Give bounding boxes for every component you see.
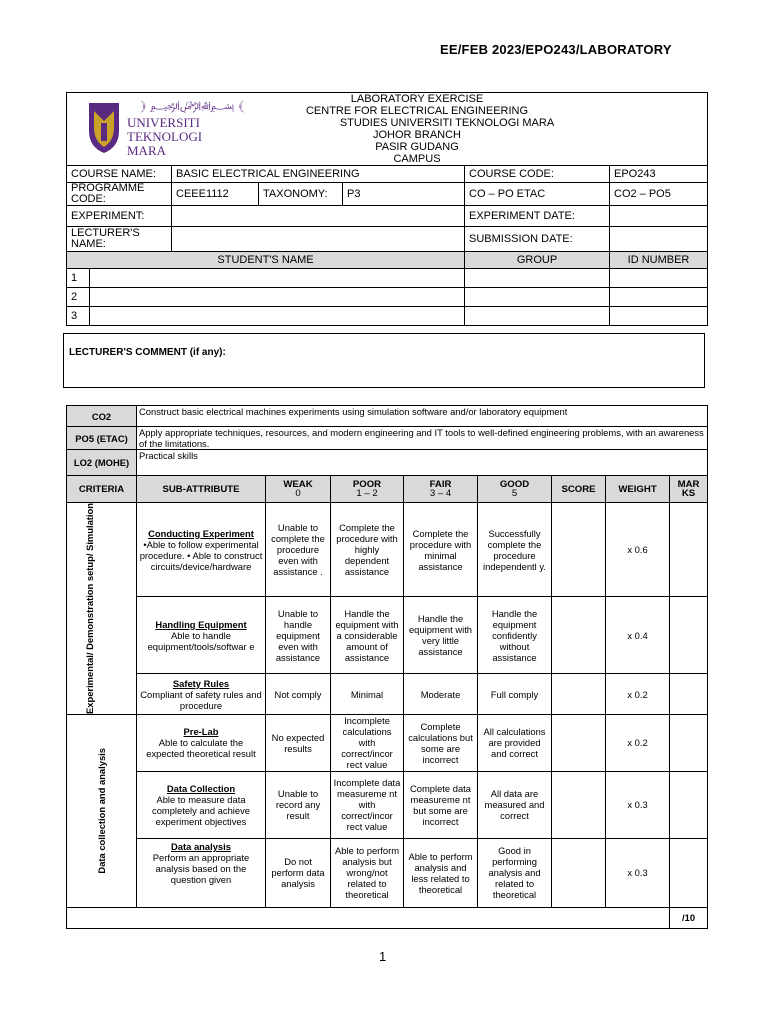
- student-row: 1: [67, 269, 708, 288]
- info-table: [66, 92, 708, 326]
- id-number-header: ID NUMBER: [610, 252, 708, 269]
- good-cell: Full comply: [478, 674, 552, 715]
- id-number-field[interactable]: [610, 269, 708, 288]
- total-row: [67, 907, 708, 928]
- logo-text-1: UNIVERSITI: [127, 115, 200, 130]
- score-cell[interactable]: [552, 714, 606, 771]
- weight-cell: x 0.2: [606, 674, 670, 715]
- id-number-field[interactable]: [610, 288, 708, 307]
- sub-attribute-cell: Conducting Experiment •Able to follow experimental procedure. • Able to construct circuits/device/hardware: [137, 503, 266, 597]
- marks-cell[interactable]: [670, 771, 708, 838]
- criteria-cell: Data collection and analysis: [67, 714, 137, 907]
- weight-cell: x 0.2: [606, 714, 670, 771]
- fair-header: FAIR 3 – 4: [404, 476, 478, 503]
- group-field[interactable]: [465, 288, 610, 307]
- co-po-value: CO2 – PO5: [610, 183, 708, 206]
- poor-cell: Minimal: [331, 674, 404, 715]
- experiment-date-label: EXPERIMENT DATE:: [465, 206, 610, 227]
- student-row: 2: [67, 288, 708, 307]
- fair-cell: Complete data measureme nt but some are incorrect: [404, 771, 478, 838]
- good-cell: All data are measured and correct: [478, 771, 552, 838]
- good-cell: Successfully complete the procedure independentl y.: [478, 503, 552, 597]
- svg-text:﴿ ﷽ ﴾: ﴿ ﷽ ﴾: [141, 99, 244, 112]
- experiment-value[interactable]: [172, 206, 465, 227]
- good-cell: Handle the equipment confidently without assistance: [478, 597, 552, 674]
- weak-cell: No expected results: [266, 714, 331, 771]
- sub-attribute-cell: Data analysis Perform an appropriate analysis based on the question given: [137, 838, 266, 907]
- good-cell: All calculations are provided and correct: [478, 714, 552, 771]
- group-field[interactable]: [465, 269, 610, 288]
- score-header: SCORE: [552, 476, 606, 503]
- fair-cell: Complete calculations but some are incorrect: [404, 714, 478, 771]
- weak-cell: Unable to handle equipment even with assistance: [266, 597, 331, 674]
- score-cell[interactable]: [552, 838, 606, 907]
- poor-cell: Able to perform analysis but wrong/not related to theoretical: [331, 838, 404, 907]
- fair-cell: Complete the procedure with minimal assistance: [404, 503, 478, 597]
- logo-text-2: TEKNOLOGI: [127, 129, 203, 144]
- poor-cell: Incomplete data measureme nt with correct/incor rect value: [331, 771, 404, 838]
- total-spacer: [67, 907, 670, 928]
- table-row: [67, 771, 708, 838]
- table-row: [67, 714, 708, 771]
- marks-cell[interactable]: [670, 714, 708, 771]
- student-name-field[interactable]: [90, 307, 465, 326]
- weak-cell: Do not perform data analysis: [266, 838, 331, 907]
- weight-cell: x 0.3: [606, 838, 670, 907]
- sub-attribute-cell: Safety Rules Compliant of safety rules and procedure: [137, 674, 266, 715]
- table-row: [67, 503, 708, 597]
- sub-attribute-cell: Pre-Lab Able to calculate the expected theoretical result: [137, 714, 266, 771]
- experiment-label: EXPERIMENT:: [67, 206, 172, 227]
- rubric-table: [66, 405, 708, 929]
- uitm-logo: [85, 97, 244, 158]
- student-name-field[interactable]: [90, 288, 465, 307]
- poor-cell: Incomplete calculations with correct/incor rect value: [331, 714, 404, 771]
- lecturer-comment-label: LECTURER'S COMMENT (if any):: [69, 347, 226, 358]
- weight-cell: x 0.6: [606, 503, 670, 597]
- sub-attribute-cell: Data Collection Able to measure data completely and achieve experiment objectives: [137, 771, 266, 838]
- table-row: [67, 674, 708, 715]
- weak-cell: Not comply: [266, 674, 331, 715]
- weight-header: WEIGHT: [606, 476, 670, 503]
- marks-cell[interactable]: [670, 838, 708, 907]
- score-cell[interactable]: [552, 674, 606, 715]
- lo2-text: Practical skills: [137, 450, 708, 476]
- marks-header: MAR KS: [670, 476, 708, 503]
- programme-code-label: PROGRAMME CODE:: [67, 183, 172, 206]
- good-header: GOOD 5: [478, 476, 552, 503]
- marks-cell[interactable]: [670, 674, 708, 715]
- header-cell: [67, 93, 708, 166]
- sub-attribute-cell: Handling Equipment Able to handle equipment/tools/softwar e: [137, 597, 266, 674]
- page-number: 1: [379, 949, 387, 964]
- course-name-label: COURSE NAME:: [67, 166, 172, 183]
- weight-cell: x 0.4: [606, 597, 670, 674]
- fair-cell: Able to perform analysis and less related to theoretical: [404, 838, 478, 907]
- criteria-cell: Experimental/ Demonstration setup/ Simulation: [67, 503, 137, 715]
- course-code-value: EPO243: [610, 166, 708, 183]
- marks-cell[interactable]: [670, 597, 708, 674]
- good-cell: Good in performing analysis and related to theoretical: [478, 838, 552, 907]
- weak-header: WEAK 0: [266, 476, 331, 503]
- programme-code-value: CEEE1112: [172, 183, 259, 206]
- lo2-label: LO2 (MOHE): [67, 450, 137, 476]
- student-row: 3: [67, 307, 708, 326]
- fair-cell: Handle the equipment with very little assistance: [404, 597, 478, 674]
- po5-label: PO5 (ETAC): [67, 427, 137, 450]
- weight-cell: x 0.3: [606, 771, 670, 838]
- poor-header: POOR 1 – 2: [331, 476, 404, 503]
- group-field[interactable]: [465, 307, 610, 326]
- score-cell[interactable]: [552, 503, 606, 597]
- logo-text-3: MARA: [127, 143, 167, 158]
- weak-cell: Unable to complete the procedure even with assistance .: [266, 503, 331, 597]
- fair-cell: Moderate: [404, 674, 478, 715]
- submission-date-value[interactable]: [610, 227, 708, 252]
- lecturer-name-value[interactable]: [172, 227, 465, 252]
- taxonomy-value: P3: [343, 183, 465, 206]
- poor-cell: Complete the procedure with highly dependent assistance: [331, 503, 404, 597]
- poor-cell: Handle the equipment with a considerable amount of assistance: [331, 597, 404, 674]
- course-name-value: BASIC ELECTRICAL ENGINEERING: [172, 166, 465, 183]
- student-name-header: STUDENT'S NAME: [67, 252, 465, 269]
- experiment-date-value[interactable]: [610, 206, 708, 227]
- score-cell[interactable]: [552, 597, 606, 674]
- student-name-field[interactable]: [90, 269, 465, 288]
- table-row: [67, 838, 708, 907]
- id-number-field[interactable]: [610, 307, 708, 326]
- criteria-header: CRITERIA: [67, 476, 137, 503]
- course-code-label: COURSE CODE:: [465, 166, 610, 183]
- total-marks: /10: [670, 907, 708, 928]
- po5-text: Apply appropriate techniques, resources, and modern engineering and IT tools to well-defined engineering problems, with an awareness of the limitations.: [137, 427, 708, 450]
- submission-date-label: SUBMISSION DATE:: [465, 227, 610, 252]
- score-cell[interactable]: [552, 771, 606, 838]
- marks-cell[interactable]: [670, 503, 708, 597]
- co2-label: CO2: [67, 406, 137, 427]
- rubric-header-row: [67, 476, 708, 503]
- weak-cell: Unable to record any result: [266, 771, 331, 838]
- institution-lines: LABORATORY EXERCISE CENTRE FOR ELECTRICAL ENGINEERING STUDIES UNIVERSITI TEKNOLOGI MARA JOHOR BRANCH PASIR GUDANG CAMPUS: [305, 93, 555, 165]
- taxonomy-label: TAXONOMY:: [259, 183, 343, 206]
- co2-text: Construct basic electrical machines experiments using simulation software and/or laboratory equipment: [137, 406, 708, 427]
- document-code: EE/FEB 2023/EPO243/LABORATORY: [440, 42, 672, 57]
- sub-attribute-header: SUB-ATTRIBUTE: [137, 476, 266, 503]
- table-row: [67, 597, 708, 674]
- group-header: GROUP: [465, 252, 610, 269]
- lecturer-comment-box[interactable]: [63, 333, 705, 388]
- lecturer-name-label: LECTURER'S NAME:: [67, 227, 172, 252]
- co-po-label: CO – PO ETAC: [465, 183, 610, 206]
